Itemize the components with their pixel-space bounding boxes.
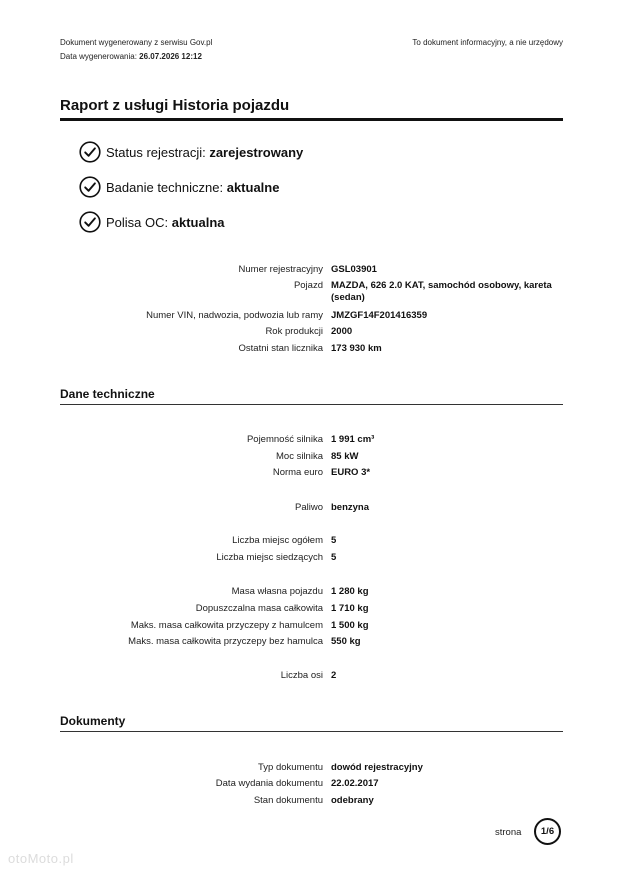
status-registration [79, 141, 303, 163]
document-notice: To dokument informacyjny, a nie urzędowy [412, 38, 563, 47]
field-label: Dopuszczalna masa całkowita [195, 603, 323, 614]
field-value: 1 280 kg [331, 586, 369, 597]
field-value: 5 [331, 552, 337, 563]
page-number-badge [534, 818, 561, 845]
generated-date-label: Data wygenerowania: [60, 52, 137, 61]
field-value: 2000 [331, 326, 353, 337]
generated-date [60, 50, 212, 64]
status-label: Polisa OC: [106, 214, 169, 230]
field-label: Typ dokumentu [258, 762, 323, 773]
section-divider [60, 404, 563, 405]
field-value: dowód rejestracyjny [331, 762, 423, 773]
field-value: benzyna [331, 502, 370, 513]
field-label: Maks. masa całkowita przyczepy bez hamulca [128, 636, 323, 647]
page-number: 1/6 [540, 826, 555, 837]
status-value: zarejestrowany [209, 144, 304, 160]
field-label: Numer VIN, nadwozia, podwozia lub ramy [146, 310, 323, 321]
header-info [60, 36, 212, 64]
status-value: aktualna [171, 214, 225, 230]
field-label: Paliwo [295, 502, 323, 513]
title-divider [60, 118, 563, 121]
field-label: Liczba osi [280, 670, 323, 681]
section-title-documents: Dokumenty [60, 714, 126, 728]
field-label: Pojemność silnika [246, 434, 323, 445]
field-value: odebrany [331, 795, 374, 806]
watermark-logo: otoMoto.pl [8, 851, 74, 866]
field-value: 1 500 kg [331, 620, 369, 631]
section-divider [60, 731, 563, 732]
field-value: 5 [331, 535, 337, 546]
check-circle-icon [79, 141, 101, 163]
field-label: Moc silnika [276, 451, 323, 462]
field-label: Pojazd [293, 280, 323, 291]
status-value: aktualne [226, 179, 280, 195]
field-value: MAZDA, 626 2.0 KAT, samochód osobowy, kareta (sedan) [331, 280, 552, 303]
page-title: Raport z usługi Historia pojazdu [60, 97, 290, 114]
field-label: Data wydania dokumentu [215, 778, 323, 789]
field-value: 173 930 km [331, 343, 382, 354]
generated-date-value: 26.07.2026 12:12 [139, 52, 202, 61]
field-value: 1 991 cm³ [331, 434, 375, 445]
field-value: 1 710 kg [331, 603, 369, 614]
status-insurance [79, 211, 225, 233]
field-value: GSL03901 [331, 264, 377, 275]
generated-by-text: Dokument wygenerowany z serwisu Gov.pl [60, 38, 213, 47]
status-inspection [79, 176, 279, 198]
field-label: Rok produkcji [265, 326, 323, 337]
field-value: 85 kW [331, 451, 359, 462]
field-label: Liczba miejsc ogółem [232, 535, 323, 546]
field-value: JMZGF14F201416359 [331, 310, 428, 321]
field-value: 22.02.2017 [331, 778, 379, 789]
field-label: Numer rejestracyjny [238, 264, 323, 275]
field-label: Ostatni stan licznika [238, 343, 323, 354]
field-label: Liczba miejsc siedzących [216, 552, 323, 563]
check-circle-icon [79, 176, 101, 198]
status-label: Badanie techniczne: [106, 179, 224, 195]
field-label: Masa własna pojazdu [231, 586, 323, 597]
check-circle-icon [79, 211, 101, 233]
section-title-technical: Dane techniczne [60, 387, 155, 401]
field-value: EURO 3* [331, 467, 371, 478]
field-label: Norma euro [272, 467, 323, 478]
field-value: 550 kg [331, 636, 361, 647]
field-value: 2 [331, 670, 337, 681]
status-label: Status rejestracji: [106, 144, 206, 160]
field-label: Maks. masa całkowita przyczepy z hamulcem [130, 620, 323, 631]
field-label: Stan dokumentu [253, 795, 323, 806]
page-label: strona [495, 827, 522, 838]
